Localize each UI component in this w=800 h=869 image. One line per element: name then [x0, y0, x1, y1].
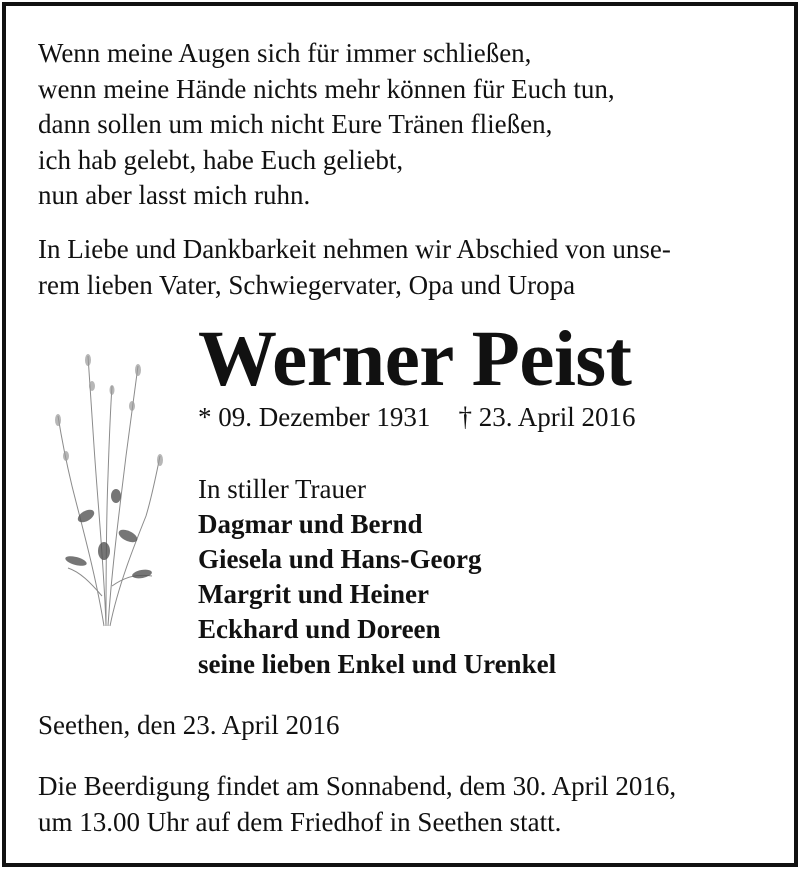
mourner-name: Giesela und Hans-Georg [198, 544, 482, 574]
poem-line: dann sollen um mich nicht Eure Tränen fließen, [38, 109, 553, 139]
poem-line: ich hab gelebt, habe Euch geliebt, [38, 144, 404, 175]
poem [38, 36, 615, 214]
funeral-line: Die Beerdigung findet am Sonnabend, dem 30. April 2016, [38, 771, 677, 801]
poem-line: nun aber lasst mich ruhn. [38, 180, 311, 210]
mourner-name: Eckhard und Doreen [198, 614, 441, 644]
mourning-heading: In stiller Trauer [198, 474, 366, 504]
birth-date: * 09. Dezember 1931 [198, 402, 431, 432]
funeral-info [38, 769, 676, 840]
place-date: Seethen, den 23. April 2016 [38, 710, 340, 740]
mourner-name: Dagmar und Bernd [198, 509, 423, 539]
poem-line: Wenn meine Augen sich für immer schließen, [38, 38, 532, 68]
mourner-name: seine lieben Enkel und Urenkel [198, 649, 557, 679]
mourners-block [198, 472, 556, 682]
intro-line: In Liebe und Dankbarkeit nehmen wir Abschied von unse- [38, 234, 671, 264]
life-dates [198, 400, 635, 435]
flower-bouquet-illustration [46, 346, 166, 636]
mourner-name: Margrit und Heiner [198, 579, 429, 609]
intro-line: rem lieben Vater, Schwiegervater, Opa und Uropa [38, 269, 576, 300]
deceased-name: Werner Peist [198, 316, 632, 403]
farewell-intro [38, 232, 671, 303]
death-date: † 23. April 2016 [458, 402, 636, 432]
funeral-line: um 13.00 Uhr auf dem Friedhof in Seethen statt. [38, 806, 562, 837]
poem-line: wenn meine Hände nichts mehr können für Euch tun, [38, 73, 615, 104]
obituary-notice [2, 2, 798, 867]
